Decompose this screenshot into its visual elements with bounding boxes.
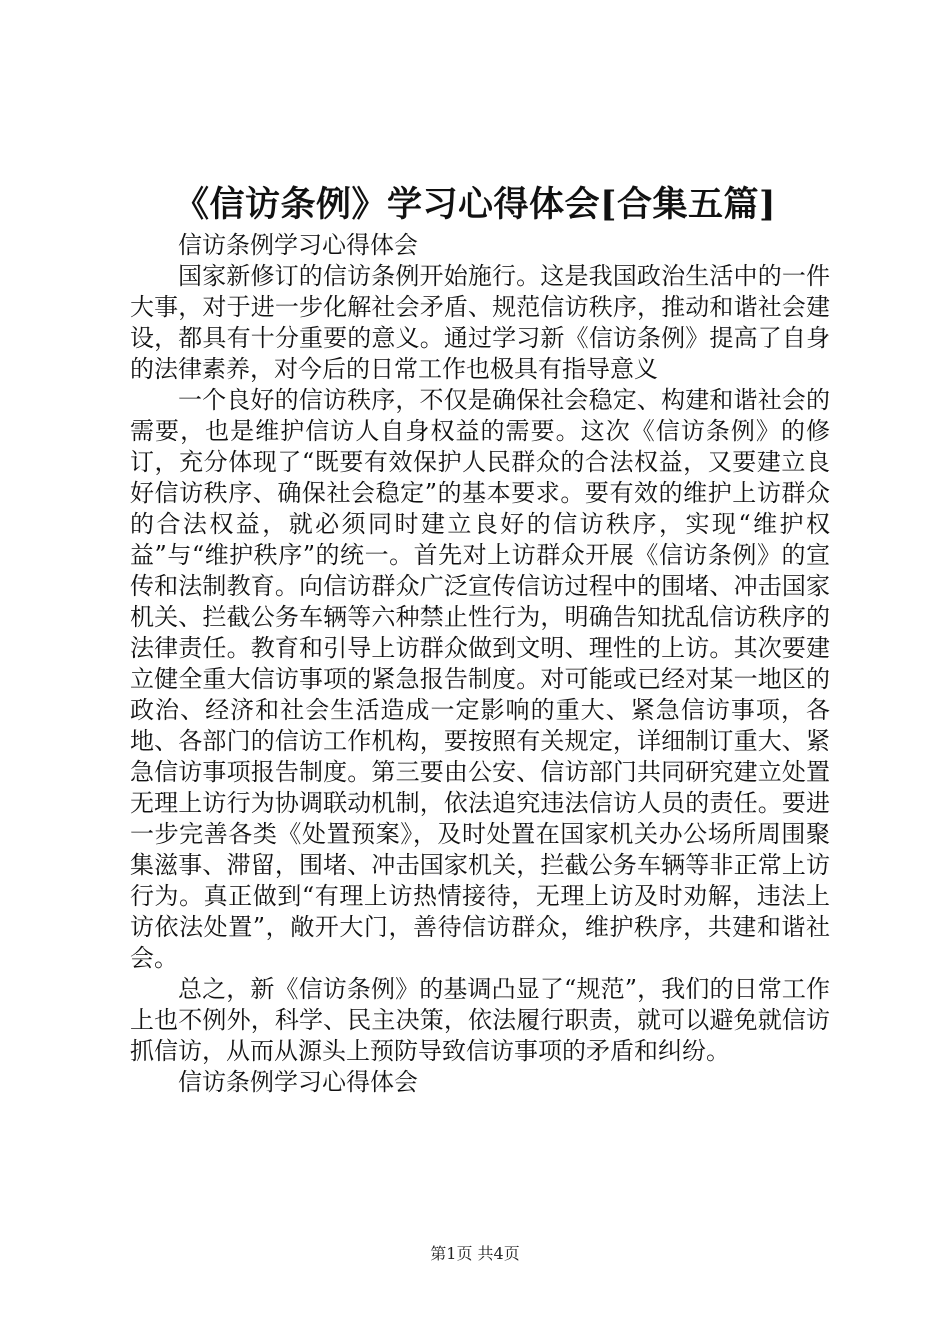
document-body [130,230,830,1098]
document-title: 《信访条例》学习心得体会[合集五篇] [173,184,777,225]
paragraph-next-heading: 信访条例学习心得体会 [178,1068,418,1096]
paragraph-main: 一个良好的信访秩序，不仅是确保社会稳定、构建和谐社会的需要，也是维护信访人自身权益的需要。这次《信访条例》的修订，充分体现了“既要有效保护人民群众的合法权益，又要建立良好信访秩序、确保社会稳定”的基本要求。要有效的维护上访群众的合法权益，就必须同时建立良好的信访秩序，实现“维护权益”与“维护秩序”的统一。首先对上访群众开展《信访条例》的宣传和法制教育。向信访群众广泛宣传信访过程中的围堵、冲击国家机关、拦截公务车辆等六种禁止性行为，明确告知扰乱信访秩序的法律责任。教育和引导上访群众做到文明、理性的上访。其次要建立健全重大信访事项的紧急报告制度。对可能或已经对某一地区的政治、经济和社会生活造成一定影响的重大、紧急信访事项，各地、各部门的信访工作机构，要按照有关规定，详细制订重大、紧急信访事项报告制度。第三要由公安、信访部门共同研究建立处置无理上访行为协调联动机制，依法追究违法信访人员的责任。要进一步完善各类《处置预案》，及时处置在国家机关办公场所周围聚集滋事、滞留，围堵、冲击国家机关，拦截公务车辆等非正常上访行为。真正做到“有理上访热情接待，无理上访及时劝解，违法上访依法处置”，敞开大门，善待信访群众，维护秩序，共建和谐社会。 [130,386,830,972]
paragraph-subtitle: 信访条例学习心得体会 [178,231,418,259]
paragraph-conclusion: 总之，新《信访条例》的基调凸显了“规范”，我们的日常工作上也不例外，科学、民主决策，依法履行职责，就可以避免就信访抓信访，从而从源头上预防导致信访事项的矛盾和纠纷。 [130,975,830,1065]
page-number-footer: 第1页 共4页 [430,1244,520,1263]
paragraph-intro: 国家新修订的信访条例开始施行。这是我国政治生活中的一件大事，对于进一步化解社会矛盾、规范信访秩序，推动和谐社会建设，都具有十分重要的意义。通过学习新《信访条例》提高了自身的法律素养，对今后的日常工作也极具有指导意义 [130,262,830,383]
